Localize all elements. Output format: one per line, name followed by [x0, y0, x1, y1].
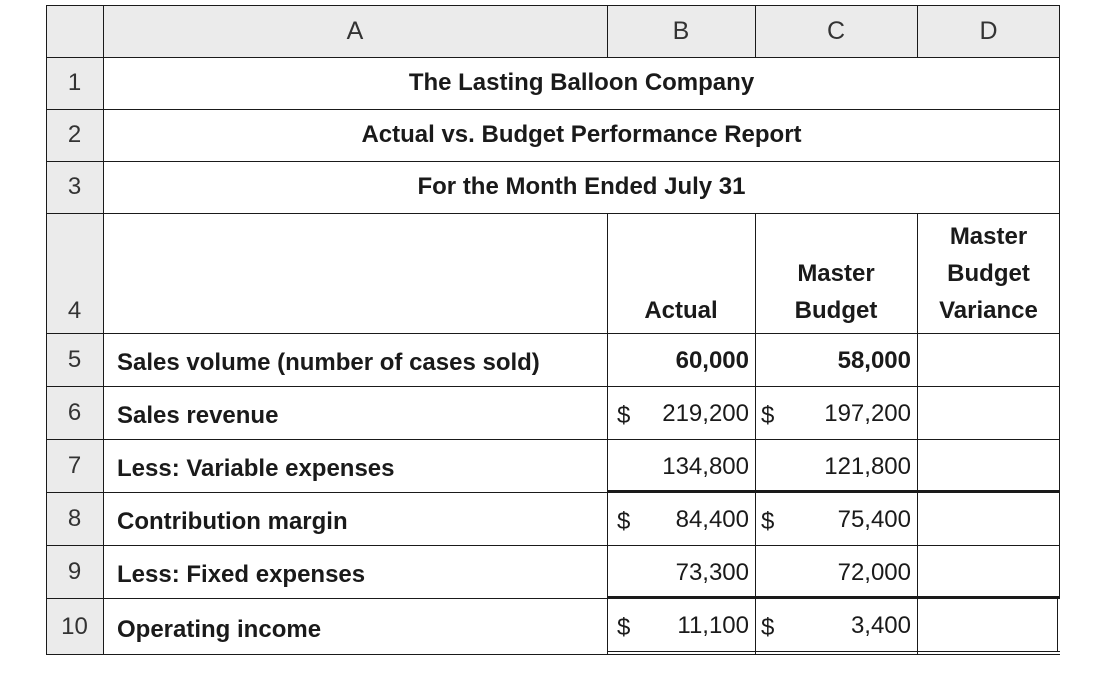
grid-line [755, 213, 756, 655]
actual-sales-revenue[interactable] [607, 386, 755, 439]
column-header-a[interactable]: A [103, 5, 607, 57]
dollar-sign: $ [617, 507, 631, 535]
variance-operating-income[interactable] [917, 598, 1060, 651]
grid-line [46, 5, 1060, 6]
grid-line [46, 492, 607, 493]
grid-line [607, 5, 608, 57]
budget-contribution-margin-value: 75,400 [837, 505, 911, 533]
grid-line [46, 654, 607, 655]
variance-contribution-margin[interactable] [917, 492, 1060, 545]
actual-sales-volume[interactable]: 60,000 [675, 346, 749, 374]
master-budget-header-cell[interactable] [755, 213, 917, 333]
grid-line [917, 213, 918, 655]
budget-sales-volume[interactable]: 58,000 [837, 346, 911, 374]
line-label-fixed-expenses[interactable]: Less: Fixed expenses [117, 560, 366, 588]
grid-line [755, 5, 756, 57]
budget-operating-income[interactable] [755, 598, 917, 651]
budget-sales-revenue[interactable] [755, 386, 917, 439]
column-header-d[interactable]: D [917, 5, 1060, 57]
double-underline [607, 654, 1060, 655]
row-header-8[interactable]: 8 [46, 492, 103, 545]
grid-line [46, 545, 1060, 546]
grid-line [103, 5, 104, 655]
actual-fixed-expenses[interactable]: 73,300 [675, 558, 749, 586]
subtotal-rule [607, 490, 1060, 493]
row-header-10[interactable]: 10 [46, 598, 103, 655]
grid-line [46, 161, 1060, 162]
line-label-operating-income[interactable]: Operating income [117, 615, 322, 643]
dollar-sign: $ [617, 613, 631, 641]
row-header-2[interactable]: 2 [46, 109, 103, 161]
label-header-cell[interactable] [103, 213, 607, 333]
dollar-sign: $ [617, 401, 631, 429]
actual-header-cell[interactable] [607, 213, 755, 333]
budget-contribution-margin[interactable] [755, 492, 917, 545]
grid-line [46, 333, 1060, 334]
grid-line [607, 213, 608, 655]
master-budget-header-line: Master [797, 260, 875, 287]
variance-header-cell[interactable] [917, 213, 1060, 333]
company-name-cell[interactable]: The Lasting Balloon Company [408, 69, 755, 96]
subtotal-rule [607, 596, 1060, 599]
actual-operating-income[interactable] [607, 598, 755, 651]
budget-fixed-expenses[interactable]: 72,000 [837, 558, 911, 586]
budget-operating-income-value: 3,400 [850, 611, 911, 639]
row-header-4[interactable]: 4 [46, 213, 103, 333]
row-header-3[interactable]: 3 [46, 161, 103, 213]
row-header-9[interactable]: 9 [46, 545, 103, 598]
grid-line [1057, 598, 1058, 651]
row-header-7[interactable]: 7 [46, 439, 103, 492]
budget-variable-expenses[interactable]: 121,800 [824, 452, 911, 480]
column-header-b[interactable]: B [607, 5, 755, 57]
grid-line [46, 109, 1060, 110]
master-budget-header-line: Budget [794, 297, 878, 324]
variance-header-line: Budget [947, 260, 1030, 287]
actual-variable-expenses[interactable]: 134,800 [662, 452, 749, 480]
variance-sales-revenue[interactable] [917, 386, 1060, 439]
row-header-5[interactable]: 5 [46, 333, 103, 386]
dollar-sign: $ [761, 401, 775, 429]
grid-line [46, 5, 47, 655]
spreadsheet [46, 5, 1060, 655]
grid-line [46, 57, 1060, 58]
report-period-cell[interactable]: For the Month Ended July 31 [417, 173, 746, 200]
actual-sales-revenue-value: 219,200 [662, 399, 749, 427]
dollar-sign: $ [761, 507, 775, 535]
row-header-6[interactable]: 6 [46, 386, 103, 439]
actual-header-line: Actual [644, 297, 718, 324]
double-underline [607, 651, 1060, 652]
grid-line [1059, 5, 1060, 598]
actual-contribution-margin[interactable] [607, 492, 755, 545]
report-title-cell[interactable]: Actual vs. Budget Performance Report [361, 121, 802, 148]
grid-line [46, 213, 1060, 214]
line-label-contribution-margin[interactable]: Contribution margin [117, 507, 348, 535]
select-all-corner[interactable] [46, 5, 103, 57]
dollar-sign: $ [761, 613, 775, 641]
variance-header-line: Variance [939, 297, 1038, 324]
variance-fixed-expenses[interactable] [917, 545, 1060, 598]
grid-line [46, 598, 607, 599]
grid-line [46, 439, 1060, 440]
line-label-sales-volume[interactable]: Sales volume (number of cases sold) [117, 348, 540, 376]
budget-sales-revenue-value: 197,200 [824, 399, 911, 427]
variance-variable-expenses[interactable] [917, 439, 1060, 492]
grid-line [46, 386, 1060, 387]
grid-line [917, 5, 918, 57]
variance-header-line: Master [949, 223, 1028, 250]
actual-contribution-margin-value: 84,400 [675, 505, 749, 533]
row-header-1[interactable]: 1 [46, 57, 103, 109]
column-header-c[interactable]: C [755, 5, 917, 57]
line-label-variable-expenses[interactable]: Less: Variable expenses [117, 454, 395, 482]
variance-sales-volume[interactable] [917, 333, 1060, 386]
actual-operating-income-value: 11,100 [677, 611, 749, 639]
line-label-sales-revenue[interactable]: Sales revenue [117, 401, 279, 429]
